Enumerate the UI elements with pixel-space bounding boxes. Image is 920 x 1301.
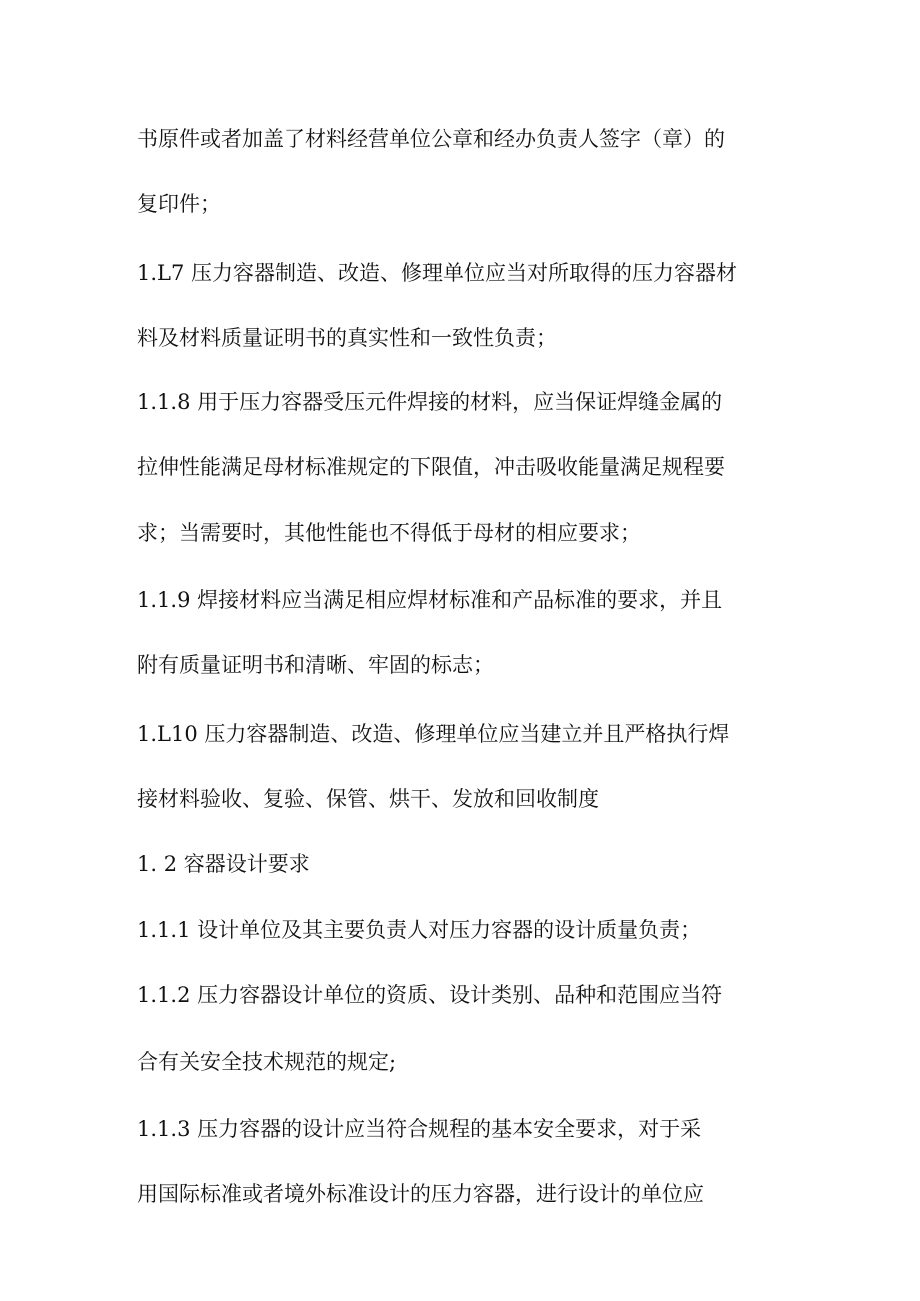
text-line: 接材料验收、复验、保管、烘干、发放和回收制度	[137, 787, 599, 811]
text-line: 1.L10 压力容器制造、改造、修理单位应当建立并且严格执行焊	[137, 722, 730, 746]
section-heading: 1. 2 容器设计要求	[137, 852, 310, 876]
text-line: 附有质量证明书和清晰、牢固的标志；	[137, 653, 494, 677]
text-line: 求；当需要时，其他性能也不得低于母材的相应要求；	[137, 521, 641, 545]
text-line: 用国际标准或者境外标准设计的压力容器，进行设计的单位应	[137, 1182, 704, 1206]
text-line: 合有关安全技术规范的规定;	[137, 1050, 397, 1074]
text-line: 1.1.9 焊接材料应当满足相应焊材标准和产品标准的要求，并且	[137, 588, 723, 612]
text-line: 料及材料质量证明书的真实性和一致性负责；	[137, 326, 557, 350]
text-line: 1.1.3 压力容器的设计应当符合规程的基本安全要求，对于采	[137, 1117, 702, 1141]
text-line: 1.L7 压力容器制造、改造、修理单位应当对所取得的压力容器材	[137, 261, 738, 285]
text-line: 1.1.1 设计单位及其主要负责人对压力容器的设计质量负责；	[137, 918, 702, 942]
text-line: 1.1.2 压力容器设计单位的资质、设计类别、品种和范围应当符	[137, 983, 723, 1007]
text-line: 书原件或者加盖了材料经营单位公章和经办负责人签字（章）的	[137, 127, 725, 151]
text-line: 复印件；	[137, 192, 221, 216]
text-line: 拉伸性能满足母材标准规定的下限值，冲击吸收能量满足规程要	[137, 455, 725, 479]
text-line: 1.1.8 用于压力容器受压元件焊接的材料，应当保证焊缝金属的	[137, 390, 723, 414]
